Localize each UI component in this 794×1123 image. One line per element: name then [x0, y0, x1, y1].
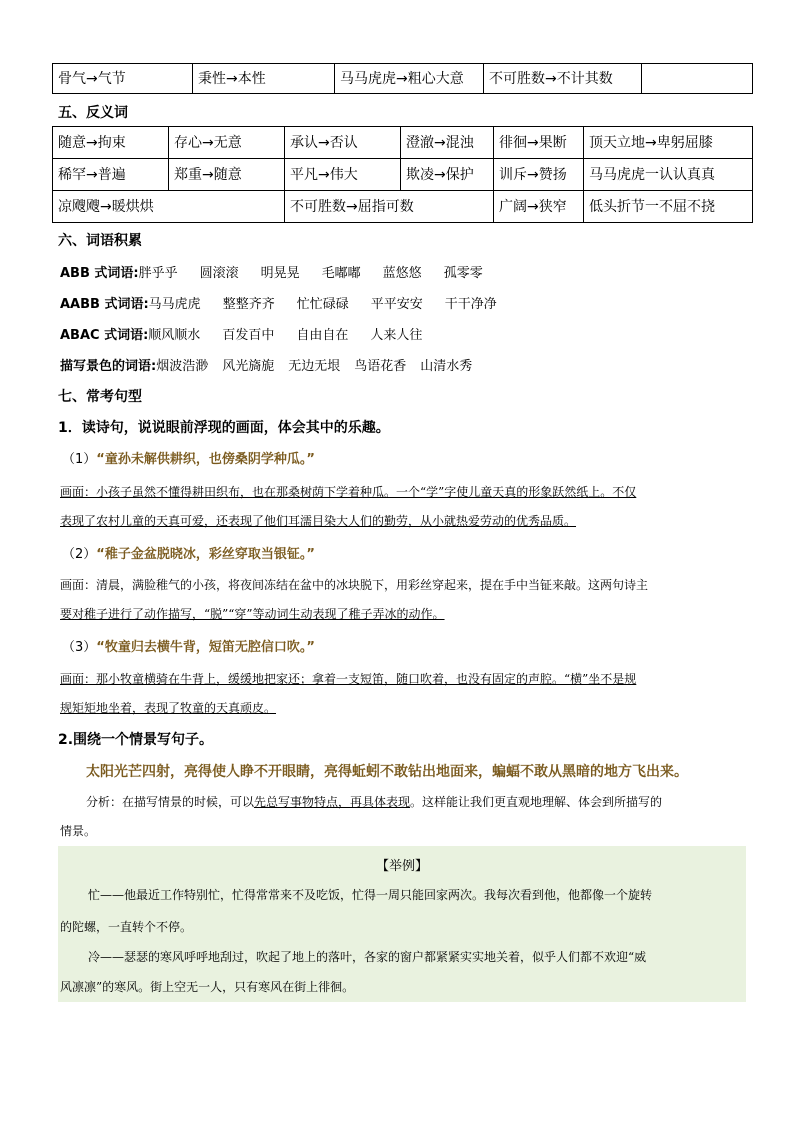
analysis-text: 。这样能让我们更直观地理解、体会到所描写的	[410, 795, 663, 809]
table-cell: 不可胜数→不计其数	[484, 64, 642, 94]
table-cell: 不可胜数→屈指可数	[285, 191, 494, 223]
table-cell: 马马虎虎→粗心大意	[335, 64, 484, 94]
example-line-3: 冷——瑟瑟的寒风呼呼地刮过，吹起了地上的落叶，各家的窗户都紧紧实实地关着，似乎人们都不欢迎“威	[88, 950, 647, 964]
vocab-word: 圆滚滚	[199, 266, 239, 281]
vocab-word: 鸟语花香	[354, 359, 407, 374]
poem-3-explanation-line-1: 画面：那小牧童横骑在牛背上，缓缓地把家还；拿着一支短笛，随口吹着，也没有固定的声腔。“横”坐不是规	[60, 672, 637, 686]
poem-1-explanation-line-1: 画面：小孩子虽然不懂得耕田织布，也在那桑树荫下学着种瓜。一个“学”字使儿童天真的形象跃然纸上。不仅	[60, 485, 637, 499]
vocab-word: 百发百中	[222, 328, 275, 343]
table-cell: 广阔→狭窄	[494, 191, 584, 223]
vocab-word: 忙忙碌碌	[296, 297, 349, 312]
table-cell	[642, 64, 753, 94]
analysis-underline: 先总写事物特点，再具体表现	[254, 795, 411, 809]
section-heading-vocabulary: 六、词语积累	[58, 233, 142, 249]
poem-3	[62, 636, 315, 655]
vocab-word: 蓝悠悠	[382, 266, 422, 281]
vocab-word: 无边无垠	[288, 359, 341, 374]
table-cell: 随意→拘束	[53, 127, 169, 159]
poem-2-explanation-line-2: 要对稚子进行了动作描写，“脱”“穿”等动词生动表现了稚子弄冰的动作。	[60, 607, 445, 621]
table-cell: 徘徊→果断	[494, 127, 584, 159]
vocab-word: 马马虎虎	[148, 297, 201, 312]
table-cell: 骨气→气节	[53, 64, 193, 94]
vocab-word: 风光旖旎	[222, 359, 275, 374]
vocab-word: 平平安安	[370, 297, 423, 312]
table-cell: 欺凌→保护	[401, 159, 494, 191]
vocab-label: ABAC 式词语:	[60, 328, 149, 343]
table-cell: 秉性→本性	[193, 64, 335, 94]
example-title: 【举例】	[375, 859, 428, 874]
table-cell: 承认→否认	[285, 127, 401, 159]
poem-number: （3）	[62, 640, 97, 655]
poem-2	[62, 543, 315, 562]
example-box	[58, 846, 746, 1002]
table-cell: 马马虎虎一认认真真	[584, 159, 753, 191]
analysis-line-1	[86, 793, 662, 810]
table-cell: 训斥→赞扬	[494, 159, 584, 191]
vocab-word: 明晃晃	[260, 266, 300, 281]
vocab-label: 描写景色的词语:	[60, 359, 157, 374]
vocab-word: 胖乎乎	[138, 266, 178, 281]
vocab-word: 顺风顺水	[148, 328, 201, 343]
vocab-line-scenery	[60, 355, 486, 374]
vocab-word: 山清水秀	[420, 359, 473, 374]
table-cell: 郑重→随意	[169, 159, 285, 191]
poem-3-explanation-line-2: 规矩矩地坐着，表现了牧童的天真顽皮。	[60, 701, 277, 715]
section-heading-antonyms: 五、反义词	[58, 105, 128, 121]
analysis-line-2: 情景。	[60, 824, 97, 838]
table-cell: 平凡→伟大	[285, 159, 401, 191]
poem-number: （1）	[62, 452, 97, 467]
table-cell: 稀罕→普遍	[53, 159, 169, 191]
antonym-table	[52, 126, 753, 223]
question-2: 2.围绕一个情景写句子。	[58, 732, 214, 748]
example-line-1: 忙——他最近工作特别忙，忙得常常来不及吃饭，忙得一周只能回家两次。我每次看到他，他都像一个旋转	[88, 888, 653, 902]
poem-text: “牧童归去横牛背，短笛无腔信口吹。”	[96, 640, 315, 655]
vocab-line-aabb	[60, 293, 519, 312]
example-line-4: 风凛凛”的寒风。街上空无一人，只有寒风在街上徘徊。	[60, 980, 355, 994]
table-cell: 存心→无意	[169, 127, 285, 159]
vocab-word: 自由自在	[296, 328, 349, 343]
vocab-word: 干干净净	[444, 297, 497, 312]
table-cell: 凉飕飕→暖烘烘	[53, 191, 285, 223]
vocab-word: 人来人往	[370, 328, 423, 343]
section-heading-sentence-patterns: 七、常考句型	[58, 389, 142, 405]
vocab-label: ABB 式词语:	[60, 266, 139, 281]
poem-text: “童孙未解供耕织，也傍桑阴学种瓜。”	[96, 452, 315, 467]
poem-2-explanation-line-1: 画面：清晨，满脸稚气的小孩，将夜间冻结在盆中的冰块脱下，用彩丝穿起来，提在手中当钲来敲。这两句诗主	[60, 578, 649, 592]
poem-number: （2）	[62, 547, 97, 562]
table-cell: 低头折节一不屈不挠	[584, 191, 753, 223]
vocab-word: 毛嘟嘟	[321, 266, 361, 281]
vocab-line-abac	[60, 324, 444, 343]
table-cell: 顶天立地→卑躬屈膝	[584, 127, 753, 159]
vocab-word: 整整齐齐	[222, 297, 275, 312]
analysis-text: 分析：在描写情景的时候，可以	[86, 795, 255, 809]
vocab-word: 烟波浩渺	[156, 359, 209, 374]
vocab-label: AABB 式词语:	[60, 297, 149, 312]
poem-text: “稚子金盆脱晓冰，彩丝穿取当银钲。”	[96, 547, 315, 562]
vocab-line-abb	[60, 262, 505, 281]
vocab-word: 孤零零	[443, 266, 483, 281]
example-line-2: 的陀螺，一直转个不停。	[60, 920, 193, 934]
top-synonym-table	[52, 63, 753, 94]
poem-1-explanation-line-2: 表现了农村儿童的天真可爱，还表现了他们耳濡目染大人们的勤劳，从小就热爱劳动的优秀品质。	[60, 514, 577, 528]
table-cell: 澄澈→混浊	[401, 127, 494, 159]
question-1: 1．读诗句，说说眼前浮现的画面，体会其中的乐趣。	[58, 420, 390, 436]
example-sentence: 太阳光芒四射，亮得使人睁不开眼睛，亮得蚯蚓不敢钻出地面来，蝙蝠不敢从黑暗的地方飞出来。	[86, 764, 688, 780]
poem-1	[62, 448, 315, 467]
